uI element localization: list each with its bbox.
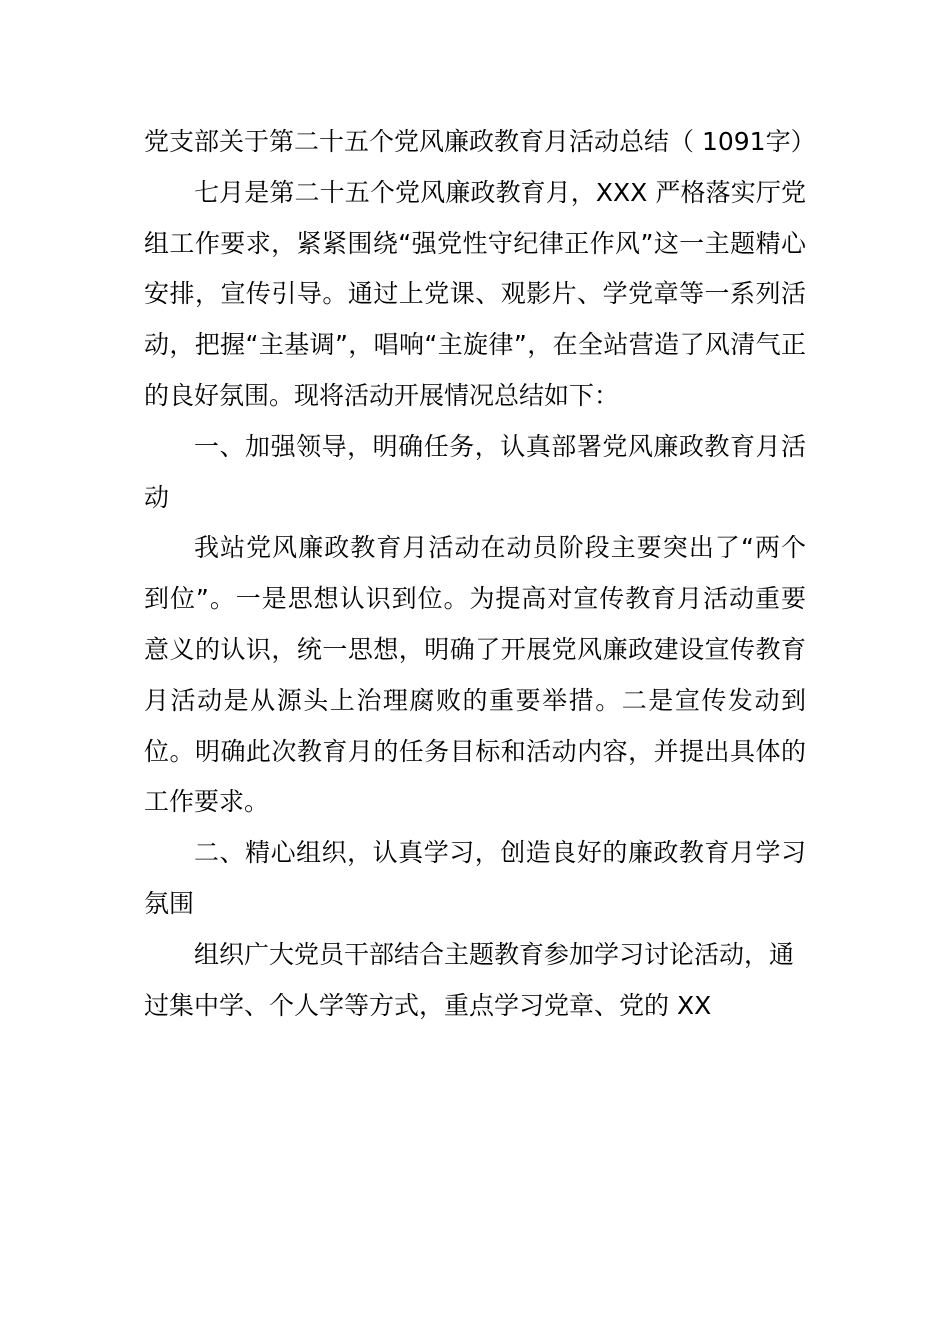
- document-body: [144, 117, 816, 1031]
- paragraph-section-1: 我站党风廉政教育月活动在动员阶段主要突出了“两个到位”。一是思想认识到位。为提高对宣传教育月活动重要意义的认识，统一思想，明确了开展党风廉政建设宣传教育月活动是从源头上治理腐败的重要举措。二是宣传发动到位。明确此次教育月的任务目标和活动内容，并提出具体的工作要求。: [144, 533, 806, 817]
- section-heading-2: 二、精心组织，认真学习，创造良好的廉政教育月学习氛围: [144, 838, 806, 918]
- document-title: 党支部关于第二十五个党风廉政教育月活动总结（ 1091字）: [144, 127, 816, 156]
- section-heading-1: 一、加强领导，明确任务，认真部署党风廉政教育月活动: [144, 431, 806, 512]
- paragraph-intro: 七月是第二十五个党风廉政教育月，XXX 严格落实厅党组工作要求，紧紧围绕“强党性守纪律正作风”这一主题精心安排，宣传引导。通过上党课、观影片、学党章等一系列活动，把握“主基调”，唱响“主旋律”，在全站营造了风清气正的良好氛围。现将活动开展情况总结如下：: [144, 177, 806, 410]
- paragraph-section-2: 组织广大党员干部结合主题教育参加学习讨论活动，通过集中学、个人学等方式，重点学习党章、党的 XX: [144, 939, 795, 1020]
